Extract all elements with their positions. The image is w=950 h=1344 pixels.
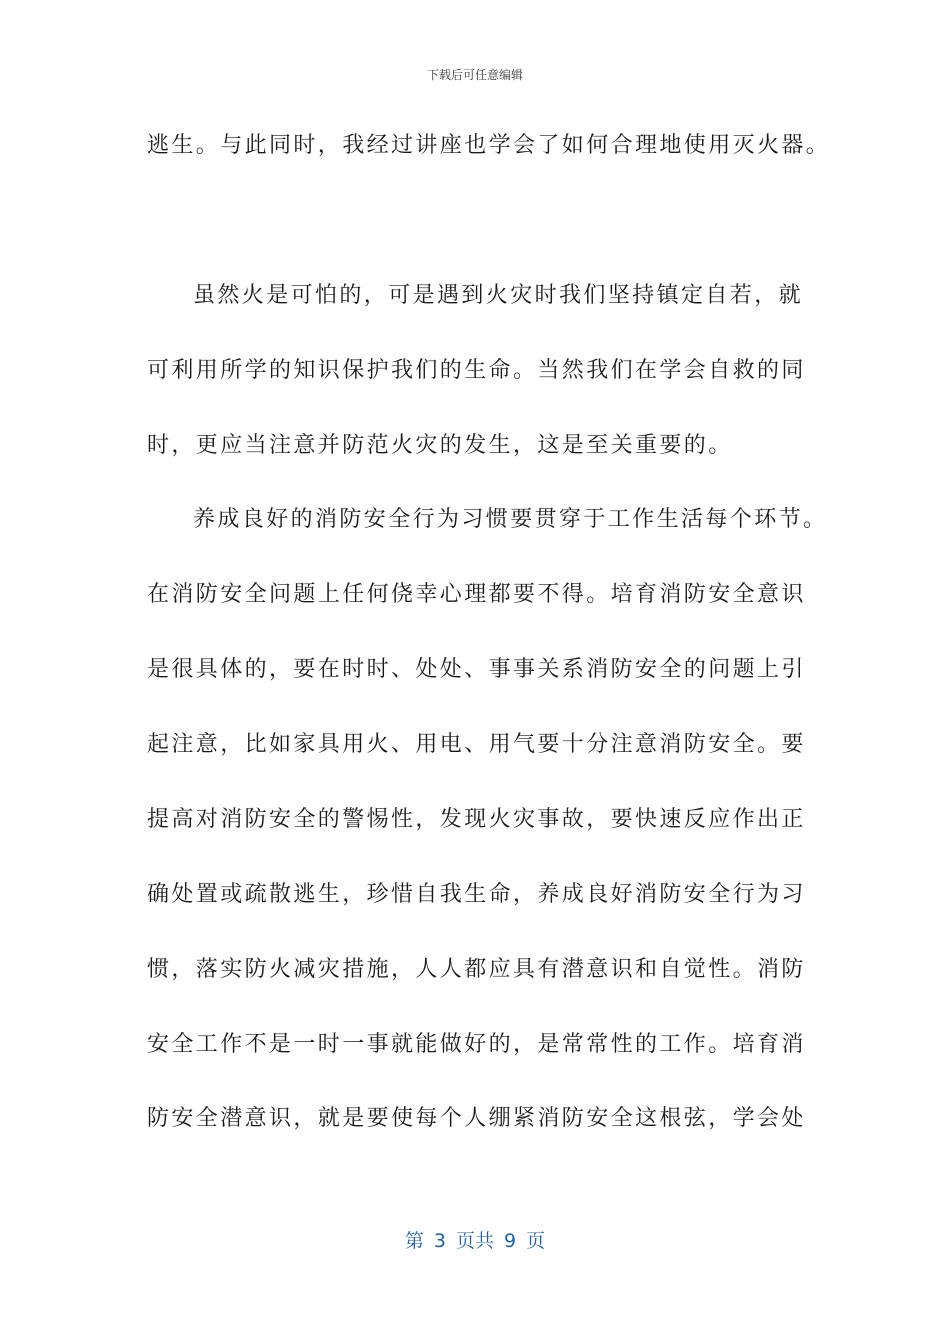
paragraph-first-line: 虽然火是可怕的，可是遇到火灾时我们坚持镇定自若，就 — [193, 283, 804, 308]
text-line: 安全工作不是一时一事就能做好的，是常常性的工作。培育消 — [147, 1032, 806, 1057]
paragraph-first-line: 养成良好的消防安全行为习惯要贯穿于工作生活每个环节。 — [193, 507, 828, 532]
text-line: 惯，落实防火减灾措施，人人都应具有潜意识和自觉性。消防 — [147, 957, 806, 982]
page-header: 下载后可任意编辑 — [426, 68, 523, 82]
text-line: 时，更应当注意并防范火灾的发生，这是至关重要的。 — [147, 433, 733, 458]
text-line: 逃生。与此同时，我经过讲座也学会了如何合理地使用灭火器。 — [147, 133, 831, 158]
page-number: 第 3 页共 9 页 — [404, 1230, 546, 1252]
text-line: 确处置或疏散逃生，珍惜自我生命，养成良好消防安全行为习 — [147, 882, 806, 907]
text-line: 是很具体的，要在时时、处处、事事关系消防安全的问题上引 — [147, 657, 806, 682]
text-line: 防安全潜意识，就是要使每个人绷紧消防安全这根弦，学会处 — [147, 1106, 806, 1131]
text-line: 提高对消防安全的警惕性，发现火灾事故，要快速反应作出正 — [147, 807, 806, 832]
text-line: 在消防安全问题上任何侥幸心理都要不得。培育消防安全意识 — [147, 582, 806, 607]
text-line: 起注意，比如家具用火、用电、用气要十分注意消防安全。要 — [147, 732, 806, 757]
text-line: 可利用所学的知识保护我们的生命。当然我们在学会自救的同 — [147, 358, 806, 383]
